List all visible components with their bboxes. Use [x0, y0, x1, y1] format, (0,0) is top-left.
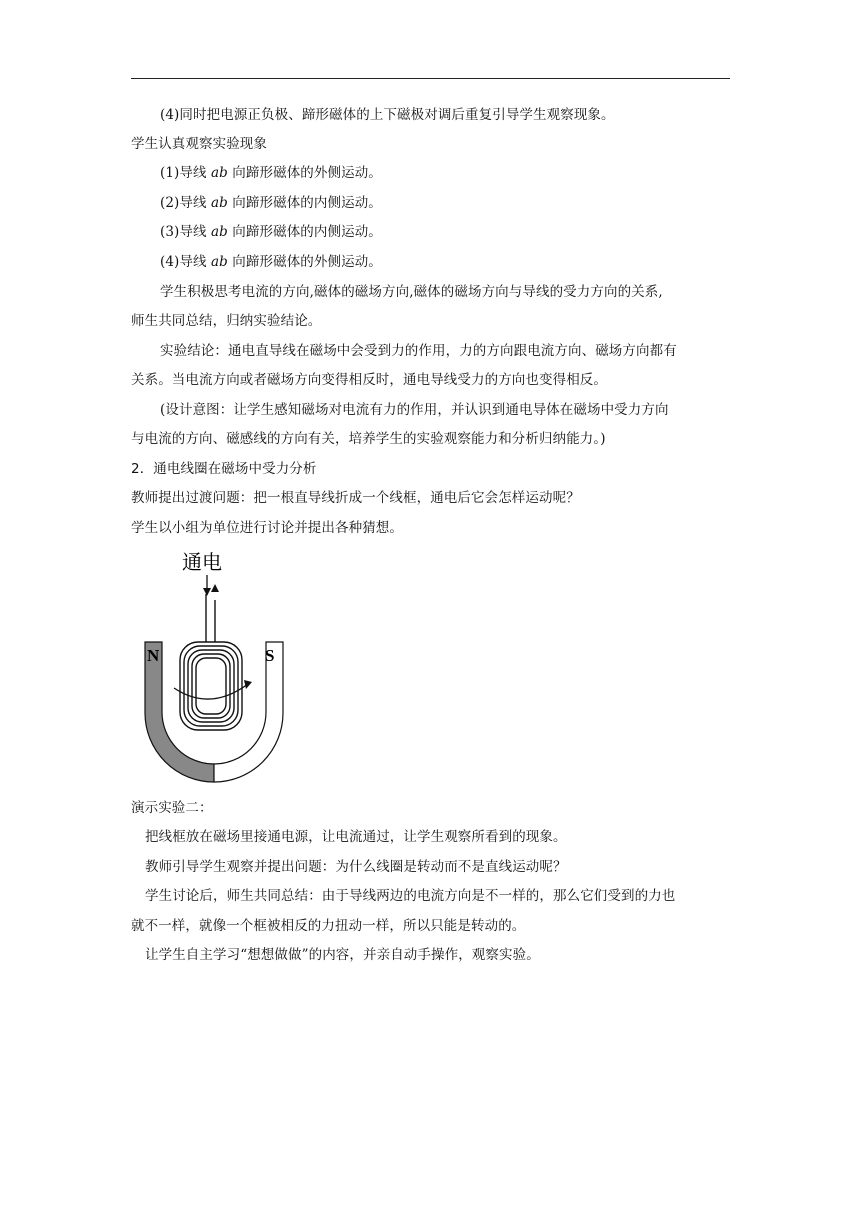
paragraph-line: 学生以小组为单位进行讨论并提出各种猜想。 [131, 520, 403, 536]
paragraph-line: 教师提出过渡问题：把一根直导线折成一个线框，通电后它会怎样运动呢？ [131, 490, 580, 506]
paragraph-line: 教师引导学生观察并提出问题：为什么线圈是转动而不是直线运动呢？ [145, 859, 567, 875]
paragraph-line: 与电流的方向、磁感线的方向有关，培养学生的实验观察能力和分析归纳能力。) [131, 431, 606, 447]
header-rule [131, 78, 730, 79]
paragraph-line: (设计意图：让学生感知磁场对电流有力的作用，并认识到通电导体在磁场中受力方向 [160, 402, 669, 418]
list-item: (3)导线 ab 向蹄形磁体的内侧运动。 [160, 224, 382, 240]
rotation-arrow-icon [174, 684, 248, 699]
paragraph-line: 演示实验二： [131, 800, 213, 816]
paragraph-line: 师生共同总结，归纳实验结论。 [131, 313, 322, 329]
coil-loops [180, 594, 242, 730]
paragraph-line: 学生讨论后，师生共同总结：由于导线两边的电流方向是不一样的，那么它们受到的力也 [145, 888, 676, 904]
arrow-up-icon [211, 584, 219, 592]
section-heading: 2．通电线圈在磁场中受力分析 [131, 461, 317, 477]
list-item: (2)导线 ab 向蹄形磁体的内侧运动。 [160, 195, 382, 211]
paragraph-line: 关系。当电流方向或者磁场方向变得相反时，通电导线受力的方向也变得相反。 [131, 372, 607, 388]
paragraph-line: 把线框放在磁场里接通电源，让电流通过，让学生观察所看到的现象。 [145, 829, 567, 845]
paragraph-line: 学生认真观察实验现象 [131, 136, 267, 152]
paragraph-line: 就不一样，就像一个框被相反的力扭动一样，所以只能是转动的。 [131, 918, 526, 934]
list-item: (1)导线 ab 向蹄形磁体的外侧运动。 [160, 165, 382, 181]
paragraph-line: (4)同时把电源正负极、蹄形磁体的上下磁极对调后重复引导学生观察现象。 [160, 107, 615, 123]
figure-caption: 通电 [182, 550, 222, 574]
north-pole-label: N [147, 646, 160, 665]
rotation-arrow-head [244, 680, 252, 689]
paragraph-line: 学生积极思考电流的方向,磁体的磁场方向,磁体的磁场方向与导线的受力方向的关系, [160, 284, 663, 300]
south-pole-label: S [265, 646, 275, 665]
arrow-down-head [203, 588, 211, 596]
coil-in-magnet-figure [140, 542, 288, 788]
paragraph-line: 实验结论：通电直导线在磁场中会受到力的作用，力的方向跟电流方向、磁场方向都有 [160, 343, 677, 359]
paragraph-line: 让学生自主学习“想想做做”的内容，并亲自动手操作，观察实验。 [145, 947, 540, 963]
list-item: (4)导线 ab 向蹄形磁体的外侧运动。 [160, 254, 382, 270]
